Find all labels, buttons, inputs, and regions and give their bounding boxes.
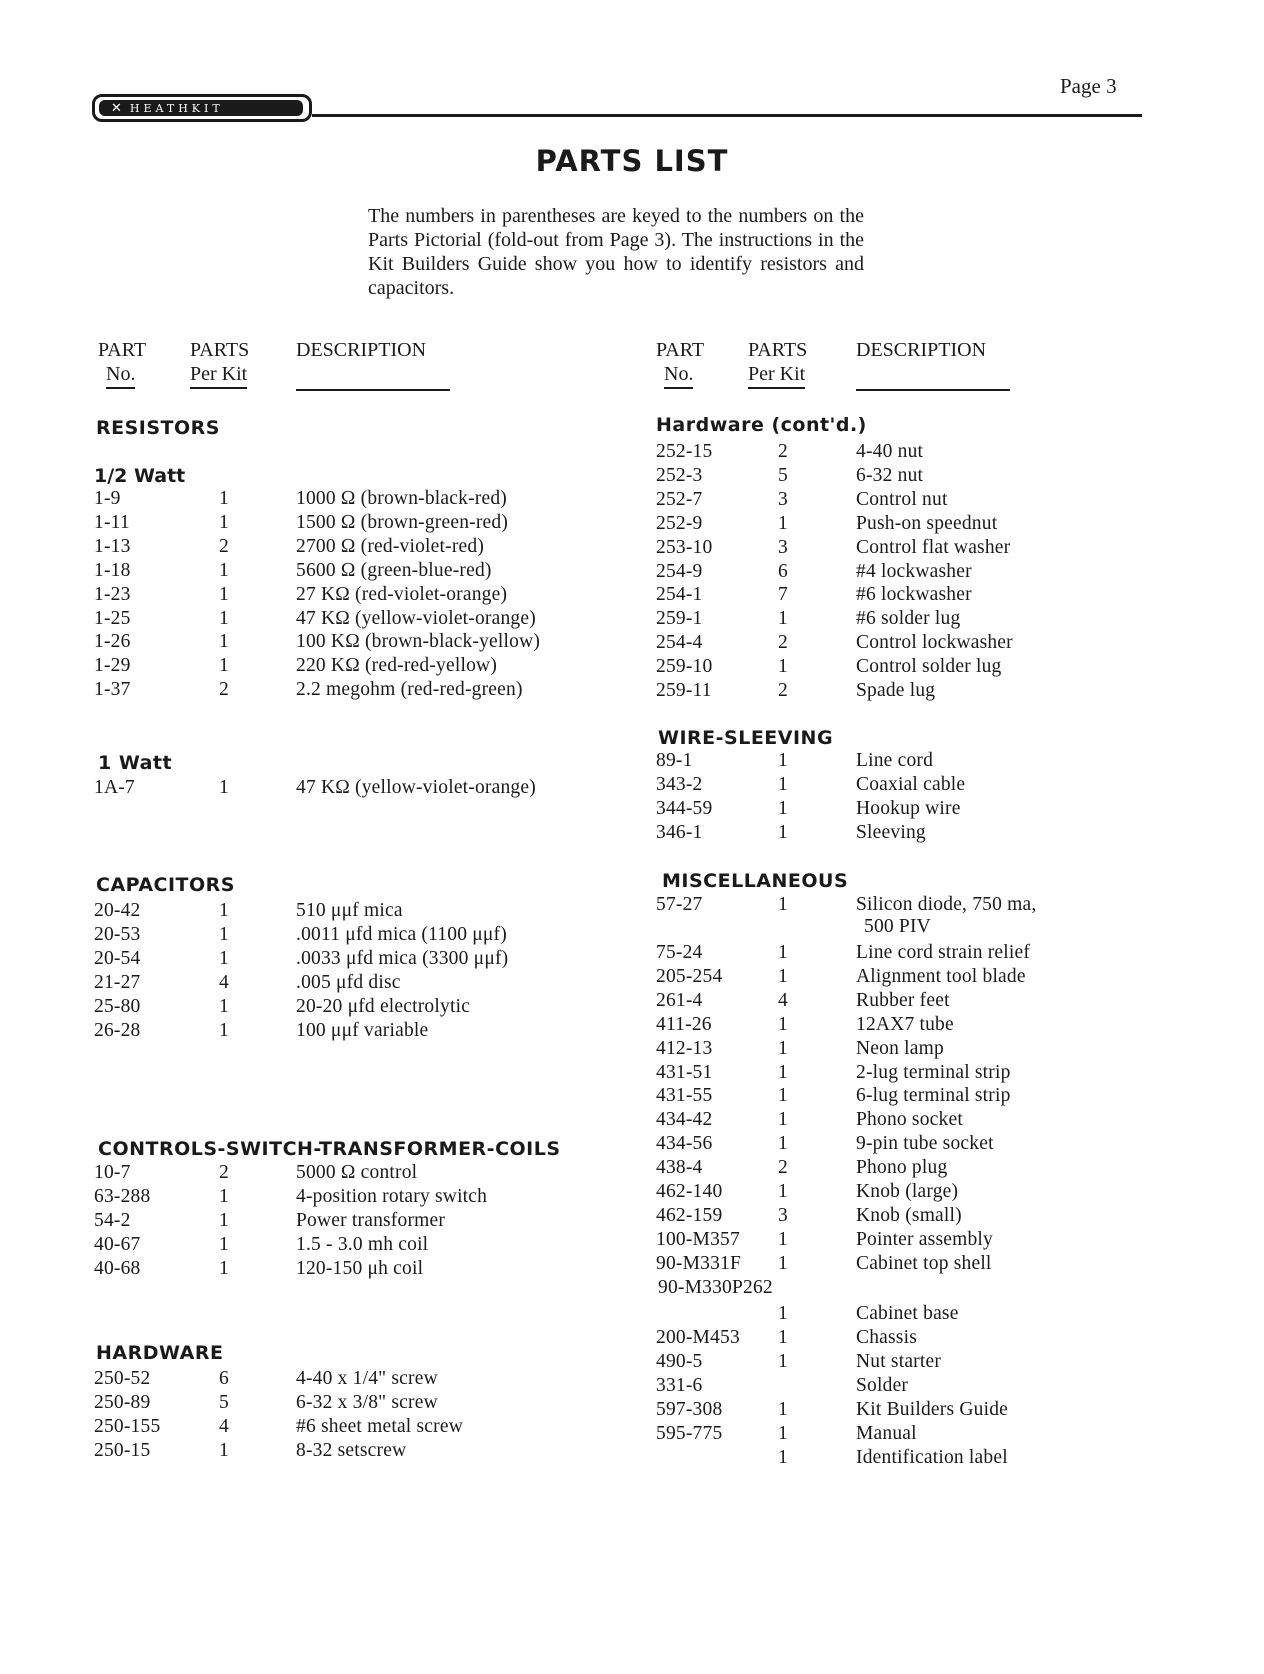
- part-number: 462-159: [656, 1204, 723, 1226]
- right-header-part: PART No.: [656, 338, 704, 389]
- part-number: 331-6: [656, 1374, 703, 1396]
- part-quantity: 1: [778, 750, 788, 771]
- part-description: 4-position rotary switch: [296, 1185, 488, 1207]
- part-quantity: 1: [219, 655, 229, 677]
- part-quantity: 1: [778, 942, 788, 963]
- part-description: 100 μμf variable: [296, 1019, 429, 1041]
- part-number: 1-11: [94, 511, 130, 533]
- part-description: 6-lug terminal strip: [856, 1085, 1011, 1107]
- part-description: Line cord: [856, 750, 934, 771]
- part-description: #6 lockwasher: [856, 584, 972, 606]
- part-description: 8-32 setscrew: [296, 1439, 407, 1461]
- part-description: Push-on speednut: [856, 512, 998, 534]
- part-description: 4-40 x 1/4" screw: [296, 1368, 438, 1389]
- part-number: 254-4: [656, 632, 703, 654]
- part-description: 100 KΩ (brown-black-yellow): [296, 631, 541, 653]
- left-header-description: DESCRIPTION: [296, 339, 427, 361]
- part-number: 89-1: [656, 750, 693, 771]
- part-description: Sleeving: [856, 821, 926, 843]
- part-description: 6-32 x 3/8" screw: [296, 1391, 438, 1413]
- part-number: 490-5: [656, 1350, 703, 1372]
- part-quantity: 2: [778, 1157, 788, 1179]
- part-description: Pointer assembly: [856, 1228, 993, 1250]
- part-description: Control flat washer: [856, 536, 1011, 558]
- part-quantity: 1: [219, 511, 229, 533]
- part-number: 250-155: [94, 1415, 161, 1437]
- part-number: 20-54: [94, 947, 141, 969]
- part-quantity: 1: [778, 1446, 788, 1468]
- part-quantity: 1: [778, 1398, 788, 1420]
- part-part: 57-27: [656, 894, 703, 915]
- part-description: Knob (large): [856, 1181, 959, 1202]
- section-resistors: RESISTORS: [96, 417, 220, 439]
- part-number: 411-26: [656, 1013, 712, 1035]
- part-quantity: 1: [778, 1133, 788, 1155]
- part-description: 510 μμf mica: [296, 900, 403, 921]
- part-quantity: 1: [219, 1185, 229, 1207]
- part-number: 346-1: [656, 821, 703, 843]
- part-description: 20-20 μfd electrolytic: [296, 995, 471, 1017]
- part-number: 1-26: [94, 631, 131, 653]
- subsection-half-watt: 1/2 Watt: [94, 465, 186, 487]
- page-number: Page 3: [1060, 74, 1117, 98]
- header-rule: [312, 114, 1142, 117]
- part-description: 2-lug terminal strip: [856, 1061, 1011, 1083]
- left-description-underline: [296, 389, 450, 391]
- part-quantity: 1: [219, 1019, 229, 1041]
- brand-name: HEATHKIT: [129, 101, 224, 115]
- part-description: #4 lockwasher: [856, 560, 972, 582]
- section-wire-sleeving: WIRE-SLEEVING: [658, 727, 834, 749]
- section-hardware-contd: Hardware (cont'd.): [656, 414, 867, 436]
- intro-paragraph: The numbers in parentheses are keyed to the numbers on the Parts Pictorial (fold-out from Page 3). The instructions in the Kit Builders Guide show you how to identify resistors and capacitors.: [368, 205, 864, 299]
- part-quantity: 1: [778, 656, 788, 678]
- part-number: 25-80: [94, 995, 141, 1017]
- part-number: 252-7: [656, 488, 703, 510]
- part-quantity: 7: [778, 584, 788, 606]
- part-quantity: 2: [778, 680, 788, 701]
- part-number: 259-1: [656, 608, 703, 630]
- part-number: 252-15: [656, 441, 713, 462]
- part-number: 54-2: [94, 1209, 131, 1231]
- part-description: .005 μfd disc: [296, 971, 401, 993]
- part-description: Control nut: [856, 488, 948, 510]
- part-qty: 1: [778, 894, 788, 915]
- part-quantity: 1: [219, 607, 229, 629]
- part-quantity: 1: [219, 631, 229, 653]
- part-number: 250-89: [94, 1391, 151, 1413]
- part-description: Kit Builders Guide: [856, 1398, 1009, 1420]
- part-number: 343-2: [656, 773, 703, 795]
- part-number: 252-9: [656, 512, 703, 534]
- part-quantity: 4: [778, 989, 788, 1011]
- part-number: 253-10: [656, 536, 713, 558]
- part-quantity: 1: [219, 777, 229, 798]
- part-description: 5600 Ω (green-blue-red): [296, 559, 492, 581]
- section-hardware: HARDWARE: [96, 1342, 224, 1364]
- part-number: 438-4: [656, 1157, 703, 1179]
- part-number: 250-52: [94, 1368, 151, 1389]
- part-description: Identification label: [856, 1446, 1008, 1468]
- part-quantity: 4: [219, 971, 229, 993]
- part-description: Phono plug: [856, 1157, 948, 1179]
- part-quantity: 1: [219, 923, 229, 945]
- part-quantity: 1: [778, 1252, 788, 1274]
- part-description: Cabinet top shell: [856, 1252, 992, 1274]
- part-quantity: 1: [778, 1422, 788, 1444]
- part-quantity: 1: [778, 1181, 788, 1202]
- part-quantity: 1: [219, 1233, 229, 1255]
- part-quantity: 1: [219, 1209, 229, 1231]
- part-number: 254-1: [656, 584, 703, 606]
- part-quantity: 1: [219, 995, 229, 1017]
- part-description: 2.2 megohm (red-red-green): [296, 679, 523, 701]
- part-description: 27 KΩ (red-violet-orange): [296, 583, 508, 605]
- part-quantity: 1: [219, 900, 229, 921]
- part-number: 252-3: [656, 464, 703, 486]
- part-number: 1-9: [94, 488, 121, 509]
- part-quantity: 5: [778, 464, 788, 486]
- part-description: 47 KΩ (yellow-violet-orange): [296, 777, 536, 798]
- part-description: 6-32 nut: [856, 464, 924, 486]
- part-quantity: 1: [778, 1350, 788, 1372]
- part-number: 21-27: [94, 971, 141, 993]
- part-description-continued: 500 PIV: [864, 916, 931, 937]
- part-number: 63-288: [94, 1185, 151, 1207]
- part-quantity: 1: [778, 1037, 788, 1059]
- part-quantity: 1: [219, 1257, 229, 1279]
- left-header-part: PART No.: [98, 338, 146, 389]
- part-quantity: 3: [778, 488, 788, 510]
- part-description: 12AX7 tube: [856, 1013, 954, 1035]
- part-description: Control lockwasher: [856, 632, 1013, 654]
- part-quantity: 1: [778, 821, 788, 843]
- part-quantity: 1: [778, 1109, 788, 1131]
- part-description: Spade lug: [856, 680, 936, 701]
- part-description: Hookup wire: [856, 797, 961, 819]
- part-number: 431-55: [656, 1085, 713, 1107]
- part-number: 259-10: [656, 656, 713, 678]
- part-number: 90-M330P262: [658, 1277, 773, 1298]
- part-number: 412-13: [656, 1037, 713, 1059]
- part-number: 20-42: [94, 900, 141, 921]
- part-number: 431-51: [656, 1061, 713, 1083]
- part-description: #6 solder lug: [856, 608, 961, 630]
- part-description: Manual: [856, 1422, 917, 1444]
- part-quantity: 1: [219, 1439, 229, 1461]
- part-description: Phono socket: [856, 1109, 963, 1131]
- part-desc: Silicon diode, 750 ma,: [856, 894, 1037, 915]
- part-quantity: 1: [778, 1327, 788, 1348]
- part-quantity: 6: [219, 1368, 229, 1389]
- part-description: 120-150 μh coil: [296, 1257, 424, 1279]
- part-number: 1-37: [94, 679, 131, 701]
- part-number: 200-M453: [656, 1327, 740, 1348]
- section-miscellaneous: MISCELLANEOUS: [662, 870, 849, 892]
- part-quantity: 1: [778, 1061, 788, 1083]
- part-quantity: 1: [778, 1013, 788, 1035]
- part-number: 26-28: [94, 1019, 141, 1041]
- part-quantity: 1: [778, 797, 788, 819]
- part-quantity: 1: [778, 512, 788, 534]
- part-description: 9-pin tube socket: [856, 1133, 994, 1155]
- part-quantity: 1: [778, 773, 788, 795]
- subsection-one-watt: 1 Watt: [98, 752, 173, 774]
- part-quantity: 1: [778, 608, 788, 630]
- part-number: 1-23: [94, 583, 131, 605]
- part-number: 434-42: [656, 1109, 713, 1131]
- part-number: 10-7: [94, 1162, 131, 1183]
- part-description: 47 KΩ (yellow-violet-orange): [296, 607, 536, 629]
- part-number: 90-M331F: [656, 1252, 742, 1274]
- part-description: Cabinet base: [856, 1303, 959, 1324]
- heathkit-emblem-icon: ✕: [111, 100, 122, 116]
- part-quantity: 2: [219, 679, 229, 701]
- part-number: 434-56: [656, 1133, 713, 1155]
- part-description: Coaxial cable: [856, 773, 966, 795]
- part-number: 595-775: [656, 1422, 723, 1444]
- part-description: .0011 μfd mica (1100 μμf): [296, 923, 507, 945]
- part-number: 40-67: [94, 1233, 141, 1255]
- part-number: 250-15: [94, 1439, 151, 1461]
- part-description: Nut starter: [856, 1350, 942, 1372]
- part-number: 75-24: [656, 942, 703, 963]
- part-description: Line cord strain relief: [856, 942, 1031, 963]
- part-description: Chassis: [856, 1327, 917, 1348]
- part-quantity: 1: [778, 1085, 788, 1107]
- part-quantity: 1: [778, 965, 788, 987]
- part-description: 5000 Ω control: [296, 1162, 418, 1183]
- part-description: Power transformer: [296, 1209, 446, 1231]
- part-description: Solder: [856, 1374, 909, 1396]
- part-number: 1-13: [94, 535, 131, 557]
- part-description: Neon lamp: [856, 1037, 944, 1059]
- part-quantity: 3: [778, 536, 788, 558]
- part-number: 259-11: [656, 680, 712, 701]
- part-quantity: 3: [778, 1204, 788, 1226]
- part-description: .0033 μfd mica (3300 μμf): [296, 947, 509, 969]
- left-header-parts: PARTS Per Kit: [190, 338, 249, 389]
- right-description-underline: [856, 389, 1010, 391]
- right-header-parts: PARTS Per Kit: [748, 338, 807, 389]
- heathkit-logo: [92, 94, 312, 122]
- part-quantity: 2: [778, 441, 788, 462]
- part-quantity: 1: [219, 583, 229, 605]
- page-title: PARTS LIST: [535, 144, 729, 178]
- part-quantity: 1: [219, 488, 229, 509]
- part-number: 254-9: [656, 560, 703, 582]
- part-number: 462-140: [656, 1181, 723, 1202]
- section-controls: CONTROLS-SWITCH-TRANSFORMER-COILS: [98, 1138, 561, 1160]
- part-number: 205-254: [656, 965, 723, 987]
- part-quantity: 1: [778, 1303, 788, 1324]
- part-description: 220 KΩ (red-red-yellow): [296, 655, 498, 677]
- section-capacitors: CAPACITORS: [96, 874, 235, 896]
- part-description: 2700 Ω (red-violet-red): [296, 535, 485, 557]
- part-number: 344-59: [656, 797, 713, 819]
- part-quantity: 1: [219, 559, 229, 581]
- right-header-description: DESCRIPTION: [856, 339, 987, 361]
- part-number: 40-68: [94, 1257, 141, 1279]
- part-number: 1-29: [94, 655, 131, 677]
- part-description: 1500 Ω (brown-green-red): [296, 511, 509, 533]
- part-quantity: 1: [778, 1228, 788, 1250]
- part-number: 1A-7: [94, 777, 135, 798]
- part-quantity: 6: [778, 560, 788, 582]
- part-number: 100-M357: [656, 1228, 740, 1250]
- part-description: Alignment tool blade: [856, 965, 1026, 987]
- part-number: 20-53: [94, 923, 141, 945]
- part-description: Knob (small): [856, 1204, 962, 1226]
- part-quantity: 2: [778, 632, 788, 654]
- part-number: 597-308: [656, 1398, 723, 1420]
- part-number: 261-4: [656, 989, 703, 1011]
- part-quantity: 2: [219, 535, 229, 557]
- part-description: #6 sheet metal screw: [296, 1415, 463, 1437]
- part-description: 1.5 - 3.0 mh coil: [296, 1233, 429, 1255]
- part-description: Control solder lug: [856, 656, 1002, 678]
- part-description: Rubber feet: [856, 989, 950, 1011]
- part-description: 4-40 nut: [856, 441, 924, 462]
- part-description: 1000 Ω (brown-black-red): [296, 488, 507, 509]
- part-quantity: 1: [219, 947, 229, 969]
- part-number: 1-25: [94, 607, 131, 629]
- part-number: 1-18: [94, 559, 131, 581]
- part-quantity: 5: [219, 1391, 229, 1413]
- part-quantity: 4: [219, 1415, 229, 1437]
- part-quantity: 2: [219, 1162, 229, 1183]
